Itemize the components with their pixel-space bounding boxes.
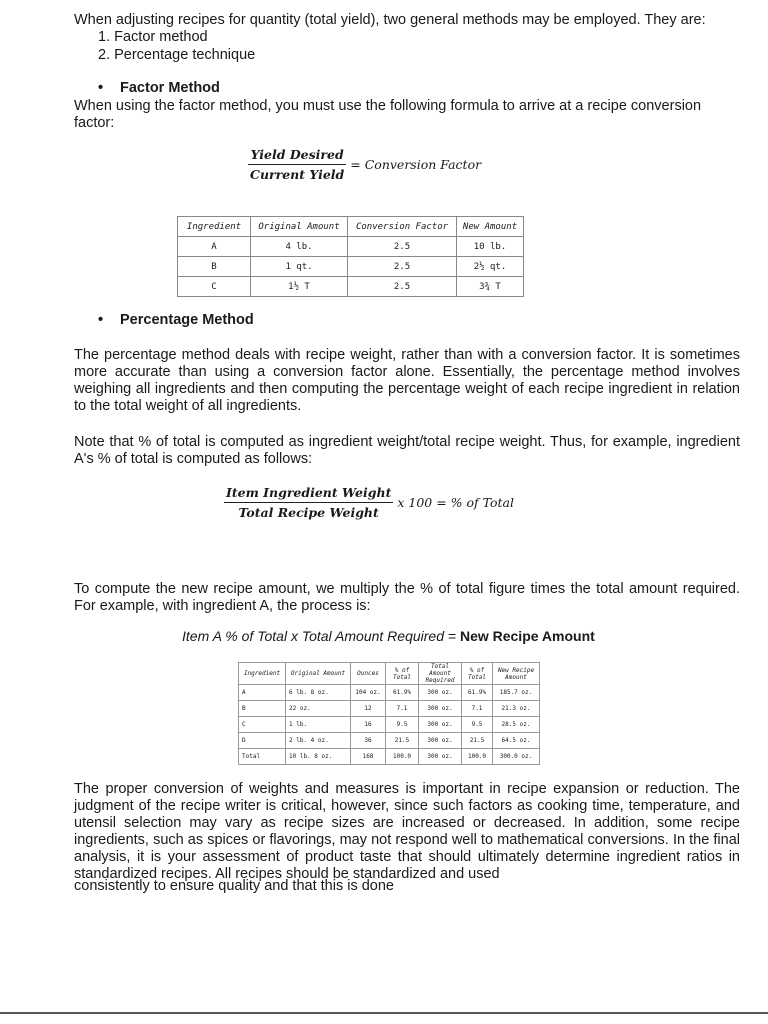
table-header: Original Amount <box>286 663 351 685</box>
table-header: New Recipe Amount <box>493 663 540 685</box>
percentage-method-heading: • Percentage Method <box>98 312 254 328</box>
table-row: C 1 lb. 16 9.5 300 oz. 9.5 28.5 oz. <box>239 717 540 733</box>
percentage-paragraph: The percentage method deals with recipe weight, rather than with a conversion factor. It is sometimes more accurate than using a conversion factor alone. Essentially, the percentage method involves weighing all ingredients and then computing the percentage weight of each recipe ingredient in relation to the total weight of all ingredients. <box>74 347 740 414</box>
bullet-icon: • <box>98 312 104 328</box>
table-header: Ingredient <box>239 663 286 685</box>
methods-list <box>98 28 255 64</box>
table-header: Conversion Factor <box>348 217 457 237</box>
table-header: New Amount <box>457 217 524 237</box>
compute-paragraph: To compute the new recipe amount, we multiply the % of total figure times the total amount required. For example, with ingredient A, the process is: <box>74 581 740 614</box>
formula-numerator: Item Ingredient Weight <box>224 485 393 503</box>
example-equation: Item A % of Total x Total Amount Required = New Recipe Amount <box>182 628 595 644</box>
table-row: D 2 lb. 4 oz. 36 21.5 300 oz. 21.5 64.5 oz. <box>239 733 540 749</box>
intro-paragraph: When adjusting recipes for quantity (total yield), two general methods may be employed. They are: <box>74 12 706 28</box>
formula-result: = Conversion Factor <box>350 157 482 172</box>
note-paragraph: Note that % of total is computed as ingredient weight/total recipe weight. Thus, for example, ingredient A's % of total is computed as follows: <box>74 434 740 467</box>
table-header: % of Total <box>386 663 419 685</box>
formula-denominator: Current Yield <box>250 167 345 182</box>
formula-result: x 100 = % of Total <box>397 495 515 510</box>
percent-of-total-formula <box>224 485 514 520</box>
table-header: Ounces <box>351 663 386 685</box>
table-row: Total 10 lb. 8 oz. 168 100.0 300 oz. 100.0 300.0 oz. <box>239 749 540 765</box>
table-row: A 6 lb. 8 oz. 104 oz. 61.9% 300 oz. 61.9% 185.7 oz. <box>239 685 540 701</box>
bullet-icon: • <box>98 80 104 96</box>
factor-method-heading: • Factor Method <box>98 80 220 96</box>
conversion-factor-formula <box>248 147 481 182</box>
table-header: % of Total <box>462 663 493 685</box>
percentage-table <box>238 662 540 765</box>
table-header: Original Amount <box>251 217 348 237</box>
conversion-table <box>177 216 524 297</box>
table-header: Total Amount Required <box>419 663 462 685</box>
formula-numerator: Yield Desired <box>248 147 346 165</box>
table-row: C 1½ T 2.5 3¾ T <box>178 277 524 297</box>
table-row: B 1 qt. 2.5 2½ qt. <box>178 257 524 277</box>
page-bottom-divider <box>0 1012 768 1014</box>
formula-denominator: Total Recipe Weight <box>238 505 379 520</box>
closing-paragraph: The proper conversion of weights and measures is important in recipe expansion or reduction. The judgment of the recipe writer is critical, however, since such factors as cooking time, temperature, and utensil selection may vary as recipe sizes are increased or decreased. In addition, some recipe ingredients, such as spices or flavorings, may not respond well to mathematical conversions. In the final analysis, it is your assessment of product taste that should ultimately determine ingredient ratios in standardized recipes. All recipes should be standardized and used <box>74 781 740 882</box>
table-row: A 4 lb. 2.5 10 lb. <box>178 237 524 257</box>
factor-paragraph: When using the factor method, you must use the following formula to arrive at a recipe conversion factor: <box>74 98 702 131</box>
table-row: B 22 oz. 12 7.1 300 oz. 7.1 21.3 oz. <box>239 701 540 717</box>
cutoff-text-line: consistently to ensure quality and that this is done <box>74 878 394 894</box>
method-item: 1. Factor method <box>98 29 208 45</box>
method-item: 2. Percentage technique <box>98 47 256 63</box>
table-header: Ingredient <box>178 217 251 237</box>
